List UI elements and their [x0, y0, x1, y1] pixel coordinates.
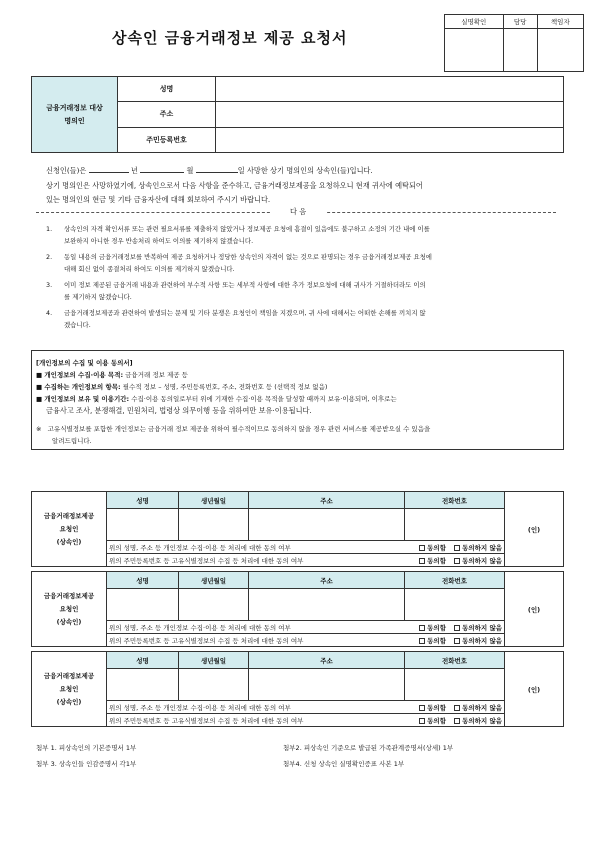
- disagree-checkbox[interactable]: [454, 718, 460, 724]
- consent-period-cont: 금융사고 조사, 분쟁해결, 민원처리, 법령상 의무이행 등을 위하여만 보유·이용됩니다.: [46, 406, 312, 415]
- year-blank[interactable]: [89, 165, 129, 173]
- consent-row-personal: 위의 성명, 주소 등 개인정보 수집·이용 등 처리에 대한 동의 여부 동의함 동의하지 않음: [107, 701, 505, 714]
- address-field[interactable]: [249, 669, 405, 701]
- consent-purpose: ■ 개인정보의 수집·이용 목적: 금융거래 정보 제공 등: [36, 371, 188, 379]
- consent-row-unique-id: 위의 주민등록번호 등 고유식별정보의 수집 등 처리에 대한 동의 여부 동의함 동의하지 않음: [107, 714, 505, 727]
- approval-header-staff: 담당: [503, 15, 537, 29]
- birthdate-field[interactable]: [179, 509, 249, 541]
- approval-box: [444, 14, 584, 72]
- subject-name-label: 성명: [118, 77, 216, 102]
- page-title: 상속인 금융거래정보 제공 요청서: [112, 29, 348, 47]
- disagree-checkbox[interactable]: [454, 545, 460, 551]
- subject-side-label: 금융거래정보 대상 명의인: [32, 77, 118, 153]
- notice-item-4: 4. 금융거래정보제공과 관련하여 발생되는 문제 및 기타 분쟁은 요청인이 책임을 지겠으며, 귀 사에 대해서는 어떠한 손해를 끼치지 않 겠습니다.: [46, 309, 426, 329]
- agree-checkbox[interactable]: [419, 718, 425, 724]
- applicant-side-label: 금융거래정보제공 요청인 (상속인): [32, 492, 107, 567]
- intro-line-3: 있는 명의인의 현금 및 기타 금융자산에 대해 회보하여 주시기 바랍니다.: [46, 195, 271, 204]
- name-field[interactable]: [107, 589, 179, 621]
- notice-item-3: 3. 이미 정보 제공된 금융거래 내용과 관련하여 부수적 사항 또는 세부적 사항에 대한 추가 정보요청에 대해 귀사가 거절하더라도 이의 를 제기하지 않겠습니다.: [46, 281, 426, 301]
- consent-row-unique-id: 위의 주민등록번호 등 고유식별정보의 수집 등 처리에 대한 동의 여부 동의함 동의하지 않음: [107, 634, 505, 647]
- name-field[interactable]: [107, 509, 179, 541]
- agree-checkbox[interactable]: [419, 705, 425, 711]
- day-blank[interactable]: [196, 165, 238, 173]
- attachment-4: 첨부4. 신청 상속인 실명확인증표 사본 1부: [283, 760, 405, 768]
- approval-header-manager: 책임자: [537, 15, 583, 29]
- consent-note-cont: 알려드립니다.: [52, 437, 92, 445]
- attachment-1: 첨부 1. 피상속인의 기본증명서 1부: [36, 744, 137, 752]
- header-phone: 전화번호: [405, 492, 505, 509]
- disagree-checkbox[interactable]: [454, 558, 460, 564]
- approval-header-identity: 실명확인: [445, 15, 504, 29]
- attachment-3: 첨부 3. 상속인들 인감증명서 각1부: [36, 760, 137, 768]
- birthdate-field[interactable]: [179, 669, 249, 701]
- name-field[interactable]: [107, 669, 179, 701]
- address-field[interactable]: [249, 509, 405, 541]
- approval-cell-identity[interactable]: [445, 29, 504, 72]
- consent-items: ■ 수집하는 개인정보의 항목: 필수적 정보 – 성명, 주민등록번호, 주소, 전화번호 등 (선택적 정보 없음): [36, 383, 328, 391]
- header-name: 성명: [107, 572, 179, 589]
- attachment-2: 첨부2. 피상속인 기준으로 발급된 가족관계증명서(상세) 1부: [283, 744, 454, 752]
- seal-mark: (인): [505, 492, 564, 567]
- header-birthdate: 생년월일: [179, 652, 249, 669]
- subject-name-field[interactable]: [216, 77, 564, 102]
- phone-field[interactable]: [405, 589, 505, 621]
- consent-box: [31, 350, 564, 450]
- phone-field[interactable]: [405, 669, 505, 701]
- applicant-block-2: [31, 571, 564, 647]
- header-address: 주소: [249, 652, 405, 669]
- header-birthdate: 생년월일: [179, 572, 249, 589]
- consent-heading: [개인정보의 수집 및 이용 동의서]: [36, 359, 133, 367]
- notice-item-1: 1. 상속인의 자격 확인서류 또는 관련 필요서류를 제출하지 않았거나 정보제공 요청에 흠결이 있음에도 불구하고 소정의 기간 내에 이를 보완하지 아니한 경우 반송처리 하여도 이의를 제기하지 않겠습니다.: [46, 225, 430, 245]
- phone-field[interactable]: [405, 509, 505, 541]
- intro-line-1: 신청인(들)은 년 월 일 사망한 상기 명의인의 상속인(들)입니다.: [46, 166, 373, 175]
- month-blank[interactable]: [140, 165, 184, 173]
- header-phone: 전화번호: [405, 572, 505, 589]
- header-birthdate: 생년월일: [179, 492, 249, 509]
- consent-row-unique-id: 위의 주민등록번호 등 고유식별정보의 수집 등 처리에 대한 동의 여부 동의함 동의하지 않음: [107, 554, 505, 567]
- header-name: 성명: [107, 652, 179, 669]
- birthdate-field[interactable]: [179, 589, 249, 621]
- consent-period: ■ 개인정보의 보유 및 이용기간: 수집·이용 동의일로부터 위에 기재한 수집·이용 목적을 달성할 때까지 보유·이용되며, 이후로는: [36, 395, 397, 403]
- applicant-side-label: 금융거래정보제공 요청인 (상속인): [32, 652, 107, 727]
- header-phone: 전화번호: [405, 652, 505, 669]
- subject-id-label: 주민등록번호: [118, 127, 216, 152]
- header-name: 성명: [107, 492, 179, 509]
- address-field[interactable]: [249, 589, 405, 621]
- disagree-checkbox[interactable]: [454, 625, 460, 631]
- header-address: 주소: [249, 572, 405, 589]
- agree-checkbox[interactable]: [419, 638, 425, 644]
- subject-id-field[interactable]: [216, 127, 564, 152]
- seal-mark: (인): [505, 572, 564, 647]
- agree-checkbox[interactable]: [419, 545, 425, 551]
- consent-row-personal: 위의 성명, 주소 등 개인정보 수집·이용 등 처리에 대한 동의 여부 동의함 동의하지 않음: [107, 621, 505, 634]
- applicant-block-1: [31, 491, 564, 567]
- subject-address-label: 주소: [118, 102, 216, 127]
- approval-cell-manager[interactable]: [537, 29, 583, 72]
- subject-address-field[interactable]: [216, 102, 564, 127]
- approval-cell-staff[interactable]: [503, 29, 537, 72]
- notice-item-2: 2. 동일 내용의 금융거래정보를 반복하여 제공 요청하거나 정당한 상속인의 자격이 없는 것으로 판명되는 경우 금융거래정보제공 요청에 대해 회신 없이 종결처리 하여도 이의를 제기하지 않겠습니다.: [46, 253, 432, 273]
- agree-checkbox[interactable]: [419, 558, 425, 564]
- disagree-checkbox[interactable]: [454, 705, 460, 711]
- consent-note: ※ 고유식별정보를 포함한 개인정보는 금융거래 정보 제공을 위하여 필수적이므로 동의하지 않을 경우 관련 서비스를 제공받으실 수 있음을: [36, 425, 431, 433]
- divider-label: 다 음: [270, 207, 326, 217]
- agree-checkbox[interactable]: [419, 625, 425, 631]
- consent-row-personal: 위의 성명, 주소 등 개인정보 수집·이용 등 처리에 대한 동의 여부 동의함 동의하지 않음: [107, 541, 505, 554]
- intro-line-2: 상기 명의인은 사망하였기에, 상속인으로서 다음 사항을 준수하고, 금융거래정보제공을 요청하오니 현재 귀사에 예탁되어: [46, 181, 423, 190]
- disagree-checkbox[interactable]: [454, 638, 460, 644]
- header-address: 주소: [249, 492, 405, 509]
- applicant-side-label: 금융거래정보제공 요청인 (상속인): [32, 572, 107, 647]
- applicant-block-3: [31, 651, 564, 727]
- seal-mark: (인): [505, 652, 564, 727]
- subject-table: [31, 76, 564, 153]
